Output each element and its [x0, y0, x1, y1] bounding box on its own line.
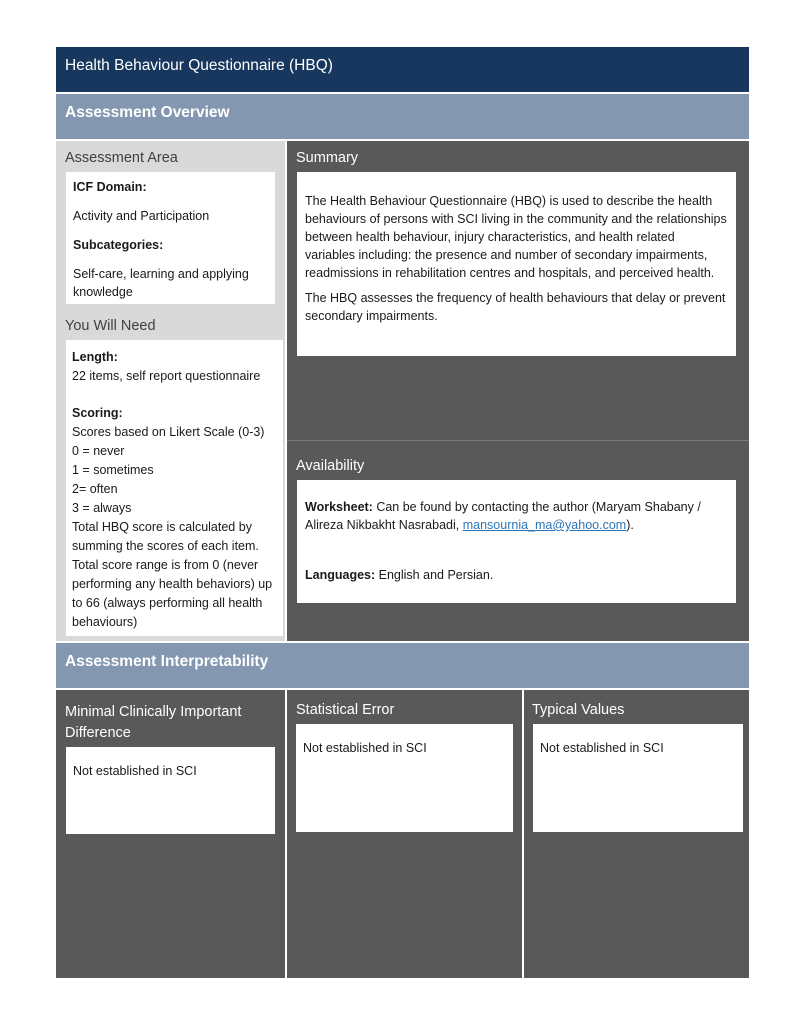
typical-values-value: Not established in SCI: [540, 741, 664, 755]
scoring-line: Total HBQ score is calculated by summing the scores of each item.: [72, 520, 259, 553]
availability-heading: Availability: [296, 458, 365, 474]
assessment-area-box: [66, 172, 275, 304]
typical-values-heading: Typical Values: [532, 702, 625, 718]
worksheet-text: Can be found by contacting the author (Maryam Shabany / Alireza Nikbakht Nasrabadi,: [305, 500, 701, 532]
length-value: 22 items, self report questionnaire: [72, 369, 261, 383]
scoring-line: 3 = always: [72, 501, 132, 515]
scoring-line: Scores based on Likert Scale (0-3): [72, 425, 265, 439]
languages-label: Languages:: [305, 568, 376, 582]
summary-paragraph-1: The Health Behaviour Questionnaire (HBQ) is used to describe the health behaviours of persons with SCI living in the community and the relationships between health behaviour, injury characteristics, and health related variables including: the presence and number of secondary impairments, readmissions in rehabilitation centres and hospitals, and perceived health.: [305, 194, 727, 280]
languages-value: English and Persian.: [378, 568, 494, 582]
worksheet-line: [305, 498, 728, 534]
summary-paragraph-2: The HBQ assesses the frequency of health behaviours that delay or prevent secondary impairments.: [305, 291, 726, 323]
length-label: Length:: [72, 350, 118, 364]
subcategories-value: Self-care, learning and applying knowledge: [73, 267, 249, 299]
subcategories-label: Subcategories:: [73, 238, 164, 252]
scoring-line: 1 = sometimes: [72, 463, 154, 477]
assessment-overview-heading: Assessment Overview: [56, 94, 749, 139]
summary-box: [297, 172, 736, 356]
mcid-value: Not established in SCI: [73, 764, 197, 778]
scoring-label: Scoring:: [72, 406, 123, 420]
document-title: Health Behaviour Questionnaire (HBQ): [56, 47, 749, 92]
scoring-line: 0 = never: [72, 444, 125, 458]
icf-domain-label: ICF Domain:: [73, 180, 147, 194]
worksheet-end: ).: [626, 518, 634, 532]
you-will-need-box: [66, 340, 283, 636]
assessment-interpretability-heading: Assessment Interpretability: [56, 643, 749, 688]
icf-domain-value: Activity and Participation: [73, 209, 210, 223]
summary-heading: Summary: [296, 150, 359, 166]
availability-box: [297, 480, 736, 603]
statistical-error-value: Not established in SCI: [303, 741, 427, 755]
assessment-area-heading: Assessment Area: [65, 150, 178, 166]
statistical-error-box: [296, 724, 513, 832]
typical-values-box: [533, 724, 743, 832]
statistical-error-heading: Statistical Error: [296, 702, 395, 718]
scoring-line: 2= often: [72, 482, 118, 496]
languages-line: [305, 566, 728, 584]
panel-divider: [287, 440, 749, 441]
scoring-line: Total score range is from 0 (never performing any health behaviors) up to 66 (always performing all health behaviours): [72, 558, 273, 629]
author-email-link[interactable]: mansournia_ma@yahoo.com: [462, 518, 627, 532]
mcid-heading: Minimal Clinically Important Difference: [65, 704, 242, 741]
mcid-box: [66, 747, 275, 834]
you-will-need-heading: You Will Need: [65, 318, 156, 334]
worksheet-label: Worksheet:: [305, 500, 373, 514]
